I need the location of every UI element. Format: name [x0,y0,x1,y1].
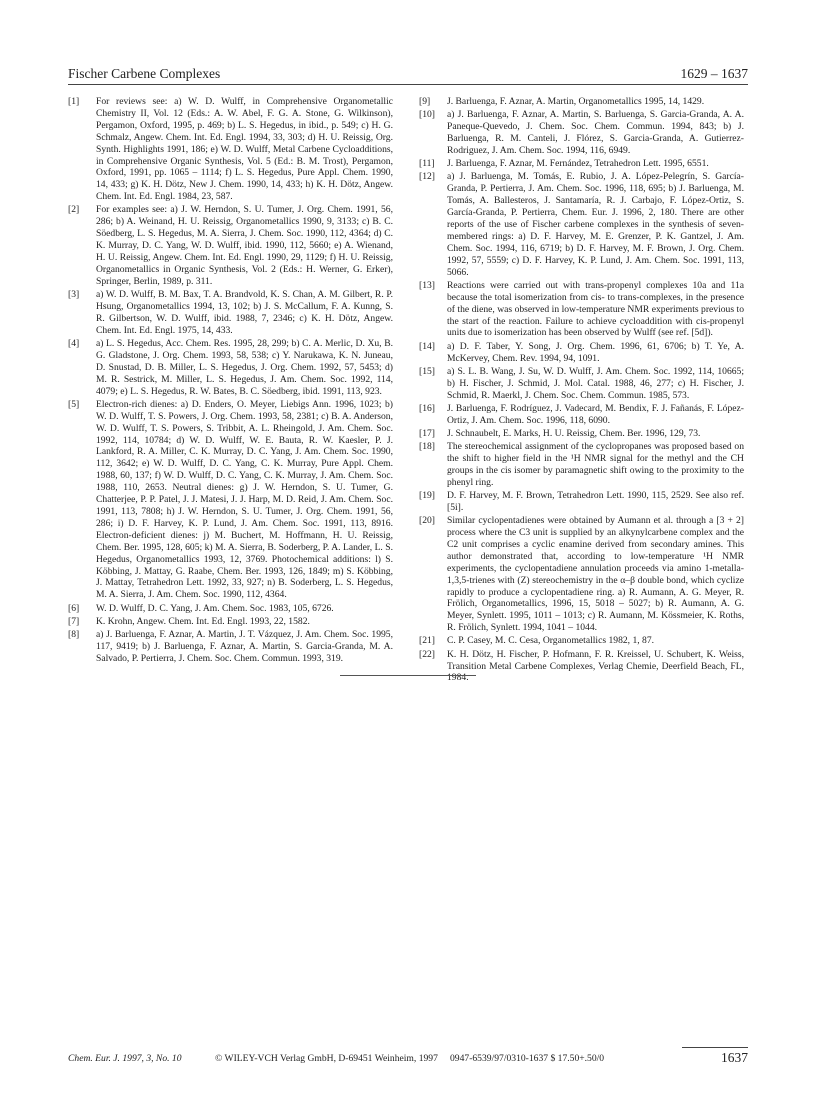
reference-text: D. F. Harvey, M. F. Brown, Tetrahedron Lett. 1990, 115, 2529. See also ref. [5i]. [447,489,744,513]
reference-entry [419,341,744,365]
reference-entry [68,338,393,398]
issn-price: 0947-6539/97/0310-1637 $ 17.50+.50/0 [450,1053,605,1064]
reference-number: [11] [419,158,435,170]
reference-text: a) J. Barluenga, F. Aznar, A. Martin, J. T. Vázquez, J. Am. Chem. Soc. 1995, 117, 9419; b) J. Barluenga, F. Aznar, A. Martin, S. Garcia-Granda, M. A. Salvado, P. Pertierra, J. Chem. Soc. Chem. Commun. 1993, 319. [96,628,393,664]
reference-number: [18] [419,441,435,453]
reference-number: [9] [419,96,431,107]
reference-entry [419,515,744,634]
reference-text: a) W. D. Wulff, B. M. Bax, T. A. Brandvold, K. S. Chan, A. M. Gilbert, R. P. Hsung, Organometallics 1994, 13, 102; b) J. S. McCallum, F. A. Kunng, S. R. Gilbertson, W. D. Wulff, ibid. 1988, 7, 2346; c) K. H. Dötz, Angew. Chem. Int. Ed. Engl. 1975, 14, 433. [96,289,393,336]
reference-text: J. Schnaubelt, E. Marks, H. U. Reissig, Chem. Ber. 1996, 129, 73. [447,427,701,439]
journal-citation: Chem. Eur. J. 1997, 3, No. 10 [68,1053,182,1064]
reference-text: Electron-rich dienes: a) D. Enders, O. Meyer, Liebigs Ann. 1996, 1023; b) W. D. Wulff, T. S. Powers, J. Org. Chem. 1993, 58, 2381; c) B. A. Anderson, W. D. Wulff, T. S. Powers, S. Tribbit, A. L. Rheingold, J. Am. Chem. Soc. 1992, 114, 10784; d) W. D. Wulff, W. E. Bauta, R. W. Kaesler, P. J. Lankford, R. A. Miller, C. K. Murray, D. C. Yang, J. Am. Chem. Soc. 1990, 112, 3642; e) W. D. Wulff, D. C. Yang, C. K. Murray, Pure Appl. Chem. 1988, 60, 137; f) W. D. Wulff, D. C. Yang, C. K. Murray, J. Am. Chem. Soc. 1988, 110, 2653. Neutral dienes: g) J. W. Herndon, S. U. Tumer, G. Chatterjee, P. P. Patel, J. J. Matesi, J. J. Harp, M. D. Reid, J. Am. Chem. Soc. 1991, 113, 7808; h) J. W. Herndon, S. U. Tumer, J. Org. Chem. 1991, 56, 286; i) D. F. Harvey, K. P. Lund, J. Am. Chem. Soc. 1991, 113, 8916. Electron-deficient dienes: j) M. Buchert, M. Hoffmann, H. U. Reissig, Chem. Ber. 1995, 128, 605; k) M. A. Sierra, B. Soderberg, P. A. Lander, L. S. Hegedus, Organometallics 1993, 12, 3769. Photochemical additions: l) S. Köbbing, J. Mattay, G. Raabe, Chem. Ber. 1993, 126, 1849; m) S. Köbbing, J. Mattay, Tetrahedron Lett. 1992, 33, 927; n) B. Soderberg, L. S. Hegedus, M. A. Sierra, J. Am. Chem. Soc. 1990, 112, 4364. [96,398,393,601]
reference-entry [419,635,744,647]
reference-entry [68,289,393,337]
reference-entry [68,603,393,615]
reference-number: [12] [419,171,435,183]
reference-text: For reviews see: a) W. D. Wulff, in Comprehensive Organometallic Chemistry II, Vol. 12 (Eds.: A. W. Abel, F. G. A. Stone, G. Wilkinson), Pergamon, Oxford, 1995, p. 469; b) L. S. Hegedus, in ibid., p. 549; c) H. G. Schmalz, Angew. Chem. Int. Ed. Engl. 1994, 33, 303; d) H. U. Reissig, Org. Synth. Highlights 1991, 186; e) W. D. Wulff, Metal Carbene Cycloadditions, in Comprehensive Organic Synthesis, Vol. 5 (Ed.: B. M. Trost), Pergamon, Oxford, 1991, pp. 1065 – 1114; f) L. S. Hegedus, Pure Appl. Chem. 1990, 14, 433; g) K. H. Dötz, New J. Chem. 1990, 14, 433; h) K. H. Dötz, Angew. Chem. Int. Ed. Engl. 1984, 23, 587. [96,96,393,203]
reference-text: Reactions were carried out with trans-propenyl complexes 10a and 11a because the total isomerization from cis- to trans-complexes, in the presence of the diene, was observed in low-temperature NMR experiments previous to the start of the reaction. Failure to achieve cycloaddition with cis-propenyl units due to isomerization has been observed by Wulff (see ref. [5d]). [447,279,744,339]
running-header [68,62,748,85]
reference-entry [419,96,744,108]
page-footer [68,1051,748,1067]
reference-number: [7] [68,615,80,627]
reference-entry [68,616,393,628]
reference-number: [4] [68,338,80,350]
reference-entry [419,403,744,427]
reference-number: [22] [419,648,435,660]
reference-text: a) S. L. B. Wang, J. Su, W. D. Wulff, J. Am. Chem. Soc. 1992, 114, 10665; b) H. Fischer, J. Schmid, J. Mol. Catal. 1988, 46, 277; c) H. Fischer, J. Schmid, R. Maerkl, J. Chem. Soc. Chem. Commun. 1985, 573. [447,365,744,401]
reference-number: [21] [419,635,435,647]
reference-number: [13] [419,279,435,291]
reference-number: [8] [68,628,80,640]
reference-text: K. H. Dötz, H. Fischer, P. Hofmann, F. R. Kreissel, U. Schubert, K. Weiss, Transition Metal Carbene Complexes, Verlag Chemie, Deerfield Beach, FL, 1984. [447,648,744,684]
references-left-column [68,96,393,666]
page-number: 1637 [682,1047,748,1066]
reference-text: The stereochemical assignment of the cyclopropanes was proposed based on the shift to higher field in the ¹H NMR signal for the methyl and the CH groups in the cis isomer by paramagnetic shift owing to the proximity to the phenyl ring. [447,441,744,488]
reference-entry [68,96,393,203]
reference-text: K. Krohn, Angew. Chem. Int. Ed. Engl. 1993, 22, 1582. [96,615,310,627]
reference-text: J. Barluenga, F. Aznar, M. Fernández, Tetrahedron Lett. 1995, 6551. [447,158,709,170]
reference-entry [419,171,744,278]
reference-number: [3] [68,289,80,301]
reference-text: a) L. S. Hegedus, Acc. Chem. Res. 1995, 28, 299; b) C. A. Merlic, D. Xu, B. G. Gladstone, J. Org. Chem. 1993, 58, 538; c) Y. Narukawa, K. N. Juneau, D. Snustad, D. B. Miller, L. S. Hegedus, J. Org. Chem. 1992, 57, 5453; d) M. R. Sestrick, M. Miller, L. S. Hegedus, J. Am. Chem. Soc. 1992, 114, 4079; e) L. S. Hegedus, R. W. Bates, B. C. Söedberg, ibid. 1991, 113, 923. [96,338,393,397]
reference-number: [17] [419,427,435,439]
reference-text: a) D. F. Taber, Y. Song, J. Org. Chem. 1996, 61, 6706; b) T. Ye, A. McKervey, Chem. Rev. 1994, 94, 1091. [447,340,744,364]
reference-entry [419,366,744,402]
copyright: © WILEY-VCH Verlag GmbH, D-69451 Weinheim, 1997 [215,1053,438,1064]
reference-entry [419,280,744,340]
reference-number: [14] [419,340,435,352]
reference-text: J. Barluenga, F. Aznar, A. Martin, Organometallics 1995, 14, 1429. [447,96,705,107]
reference-entry [419,428,744,440]
reference-entry [419,490,744,514]
reference-number: [5] [68,398,80,410]
reference-text: W. D. Wulff, D. C. Yang, J. Am. Chem. Soc. 1983, 105, 6726. [96,602,334,614]
running-title: Fischer Carbene Complexes [68,66,221,81]
references-right-column [419,96,744,686]
reference-entry [419,158,744,170]
reference-number: [20] [419,515,435,527]
reference-number: [10] [419,109,435,121]
reference-entry [419,109,744,157]
reference-entry [419,649,744,685]
reference-entry [68,399,393,601]
reference-number: [15] [419,365,435,377]
reference-number: [6] [68,602,80,614]
reference-number: [1] [68,96,80,107]
reference-entry [68,204,393,287]
reference-entry [68,629,393,665]
reference-text: For examples see: a) J. W. Herndon, S. U. Tumer, J. Org. Chem. 1991, 56, 286; b) A. Weinand, H. U. Reissig, Organometallics 1990, 9, 3133; c) B. C. Söedberg, L. S. Hegedus, M. A. Sierra, J. Chem. Soc. 1990, 112, 4364; d) C. K. Murray, D. C. Yang, W. D. Wulff, ibid. 1990, 112, 5660; e) A. Wienand, H. U. Reissig, Angew. Chem. Int. Ed. Engl. 1990, 29, 1129; f) H. U. Reissig, Organometallics in Organic Synthesis, Vol. 2 (Eds.: H. Werner, G. Erker), Springer, Berlin, 1989, p. 311. [96,204,393,287]
end-rule [340,675,476,676]
reference-text: C. P. Casey, M. C. Cesa, Organometallics 1982, 1, 87. [447,635,655,647]
reference-text: a) J. Barluenga, F. Aznar, A. Martin, S. Barluenga, S. Garcia-Granda, A. A. Paneque-Quevedo, J. Chem. Soc. Chem. Commun. 1994, 843; b) J. Barluenga, R. M. Canteli, J. Flórez, S. Garcia-Granda, A. Gutierrez-Rodriguez, J. Am. Chem. Soc. 1994, 116, 6949. [447,109,744,156]
reference-number: [19] [419,489,435,501]
reference-text: J. Barluenga, F. Rodríguez, J. Vadecard, M. Bendix, F. J. Fañanás, F. López-Ortiz, J. Am. Chem. Soc. 1996, 118, 6090. [447,402,744,426]
page-range: 1629 – 1637 [680,66,748,81]
reference-text: Similar cyclopentadienes were obtained by Aumann et al. through a [3 + 2] process where the C3 unit is supplied by an alkynylcarbene complex and the C2 unit comprises a cyclic enamine derived from secondary amines. This author demonstrated that, according to low-temperature ¹H NMR experiments, the cyclopentadiene annulation proceeds via amino 1-metalla-1,3,5-trienes with (Z) stereochemistry in the α–β double bond, which cyclize rapidly to produce a cyclopentadiene ring. a) R. Aumann, A. G. Meyer, R. Frölich, Organometallics, 1996, 15, 5018 – 5027; b) R. Aumann, A. G. Meyer, Synlett. 1995, 1011 – 1013; c) R. Aumann, M. Kössmeier, K. Roths, R. Frölich, Synlett. 1994, 1041 – 1044. [447,515,744,634]
reference-entry [419,441,744,489]
reference-text: a) J. Barluenga, M. Tomás, E. Rubio, J. A. López-Pelegrín, S. García-Granda, P. Pertierra, J. Am. Chem. Soc. 1996, 118, 695; b) J. Barluenga, M. Tomás, A. Ballesteros, J. Santamaría, R. J. Carbajo, F. López-Ortiz, S. García-Granda, P. Pertierra, Chem. Eur. J. 1996, 2, 180. There are other reports of the use of Fischer carbene complexes in the synthesis of seven-membered rings: a) D. F. Harvey, M. E. Grenzer, P. K. Gantzel, J. Am. Chem. Soc. 1994, 116, 6719; b) D. F. Harvey, M. F. Brown, J. Org. Chem. 1992, 57, 5559; c) D. F. Harvey, K. P. Lund, J. Am. Chem. Soc. 1991, 113, 5066. [447,171,744,278]
reference-number: [2] [68,204,80,216]
reference-number: [16] [419,402,435,414]
